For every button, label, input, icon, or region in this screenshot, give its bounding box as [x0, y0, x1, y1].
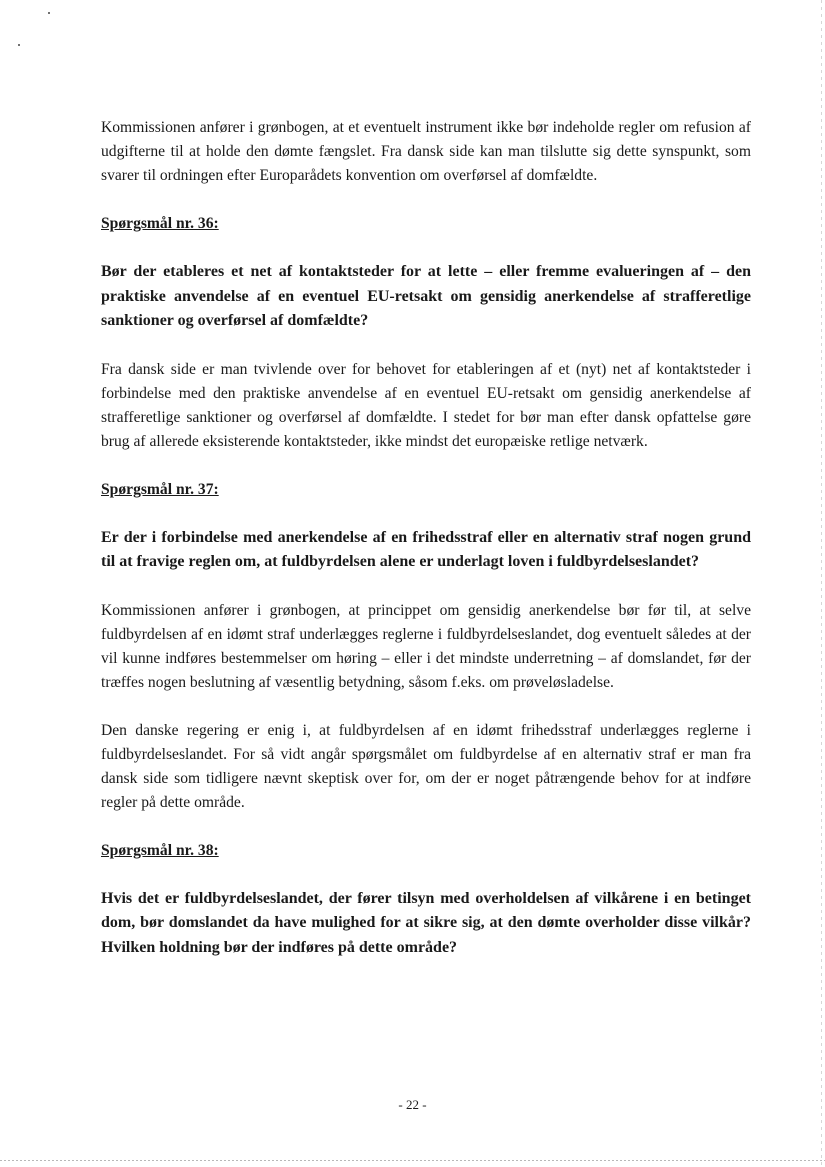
scan-speck [18, 44, 20, 46]
paragraph: Kommissionen anfører i grønbogen, at et eventuelt instrument ikke bør indeholde regler om refusion af udgifterne til at holde den dømte fængslet. Fra dansk side kan man tilslutte sig dette synspunkt, som svarer til ordningen efter Europarådets konvention om overførsel af domfældte. [101, 119, 751, 184]
question-heading-38: Spørgsmål nr. 38: [101, 841, 219, 859]
question-text-38: Hvis det er fuldbyrdelseslandet, der fører tilsyn med overholdelsen af vilkårene i en betinget dom, bør domslandet da have mulighed for at sikre sig, at den dømte overholder disse vilkår? Hvilken holdning bør der indføres på dette område? [101, 889, 751, 956]
document-body [101, 116, 751, 960]
page-number: - 22 - [398, 1097, 427, 1112]
scan-speck [48, 12, 50, 14]
scan-edge-bottom [0, 1160, 825, 1161]
answer-paragraph-37b: Den danske regering er enig i, at fuldbyrdelsen af en idømt frihedsstraf underlægges reglerne i fuldbyrdelseslandet. For så vidt angår spørgsmålet om fuldbyrdelse af en alternativ straf er man fra dansk side som tidligere nævnt skeptisk over for, om der er noget påtrængende behov for at indføre regler på dette område. [101, 721, 751, 811]
question-text-36: Bør der etableres et net af kontaktsteder for at lette – eller fremme evalueringen af – den praktiske anvendelse af en eventuel EU-retsakt om gensidig anerkendelse af strafferetlige sanktioner og overførsel af domfældte? [101, 263, 751, 329]
answer-paragraph-37a: Kommissionen anfører i grønbogen, at princippet om gensidig anerkendelse bør før til, at selve fuldbyrdelsen af en idømt straf underlægges reglerne i fuldbyrdelseslandet, dog eventuelt således at der vil kunne indføres bestemmelser om høring – eller i det mindste underretning – af domslandet, før der træffes nogen beslutning af væsentlig betydning, såsom f.eks. om prøveløsladelse. [101, 601, 751, 691]
answer-paragraph-36: Fra dansk side er man tvivlende over for behovet for etableringen af et (nyt) net af kontaktsteder i forbindelse med den praktiske anvendelse af en eventuel EU-retsakt om gensidig anerkendelse af strafferetlige sanktioner og overførsel af domfældte. I stedet for bør man efter dansk opfattelse gøre brug af allerede eksisterende kontaktsteder, ikke mindst det europæiske retlige netværk. [101, 360, 751, 450]
scan-edge-right [821, 0, 822, 1167]
question-heading-36: Spørgsmål nr. 36: [101, 215, 219, 232]
question-heading-37: Spørgsmål nr. 37: [101, 480, 219, 498]
question-text-37: Er der i forbindelse med anerkendelse af en frihedsstraf eller en alternativ straf nogen grund til at fravige reglen om, at fuldbyrdelsen alene er underlagt loven i fuldbyrdelseslandet? [101, 528, 751, 570]
